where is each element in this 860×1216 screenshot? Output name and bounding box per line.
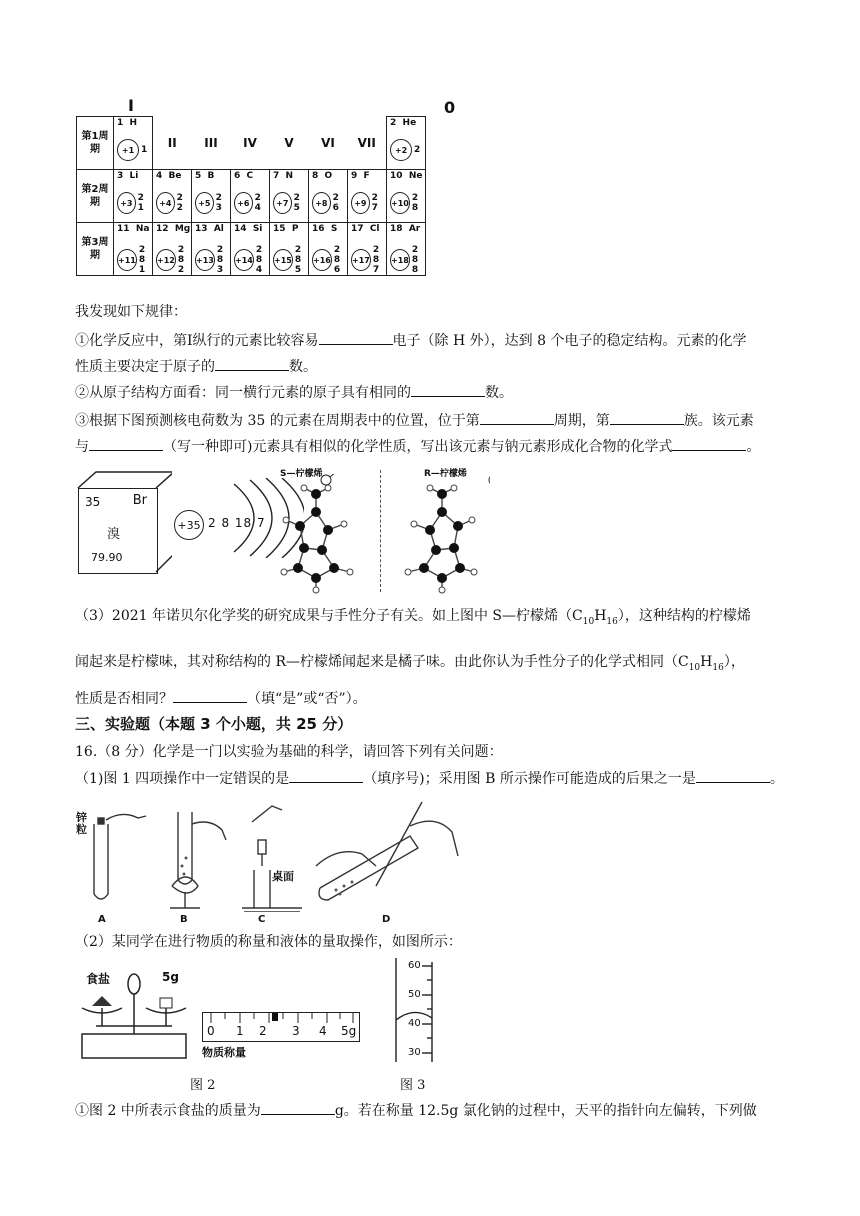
bromine-limonene-figure — [72, 466, 792, 596]
figure-1-lab-operations — [76, 796, 476, 928]
electron-shells: 1 — [141, 145, 148, 155]
question-16-3-line: ①图 2 中所表示食盐的质量为 g。若在称量 12.5g 氯化钠的过程中，天平的指针向左偏转，下列做 — [75, 1100, 757, 1121]
element-number-symbol — [114, 170, 152, 181]
nucleus: +17 — [351, 249, 371, 271]
element-cell — [309, 170, 348, 223]
figure-1-label-b: B — [180, 914, 188, 925]
nucleus: +3 — [117, 192, 136, 214]
element-number-symbol — [114, 117, 152, 128]
bromine-symbol: Br — [132, 493, 147, 508]
nucleus: +13 — [195, 249, 215, 271]
element-symbol: Cl — [369, 224, 380, 234]
atom-structure — [156, 245, 191, 275]
electron-shells: 2 5 — [293, 193, 301, 213]
element-symbol: S — [330, 224, 338, 234]
electron-shells: 2 8 3 — [216, 245, 224, 275]
element-cell — [231, 170, 270, 223]
element-symbol: He — [402, 118, 417, 128]
weight-label: 5g — [162, 970, 179, 984]
ruler-tick-2: 2 — [259, 1024, 267, 1038]
element-symbol: C — [246, 171, 254, 181]
element-number-symbol — [387, 223, 425, 234]
nucleus: +14 — [234, 249, 254, 271]
part-3-line-c: 性质是否相同？ （填“是”或“否”）。 — [75, 688, 367, 709]
atom-structure — [195, 245, 230, 275]
cylinder-tick-60: 60 — [408, 960, 421, 971]
electron-shells: 2 8 8 — [411, 245, 419, 275]
section-3-heading: 三、实验题（本题 3 个小题，共 25 分） — [75, 715, 353, 733]
period-row — [77, 117, 426, 170]
group-label: IV — [243, 135, 257, 150]
nucleus: +1 — [117, 139, 139, 161]
element-cell — [270, 223, 309, 276]
element-number-symbol — [153, 223, 191, 234]
element-number-symbol — [231, 170, 269, 181]
element-cell — [114, 117, 153, 170]
figure-2-balance — [76, 960, 366, 1068]
nucleus: +16 — [312, 249, 332, 271]
element-number-symbol — [192, 170, 230, 181]
bromine-mass: 79.90 — [91, 551, 123, 564]
element-number: 12 — [156, 224, 169, 234]
nucleus: +4 — [156, 192, 175, 214]
ruler-tick-4: 4 — [319, 1024, 327, 1038]
element-cell — [387, 170, 426, 223]
nucleus: +10 — [390, 192, 410, 214]
intro-line: 我发现如下规律： — [75, 304, 187, 320]
electron-shells: 2 2 — [176, 193, 184, 213]
question-1-line-b: 性质主要决定于原子的 数。 — [75, 356, 317, 377]
periodic-table — [76, 116, 426, 276]
element-number: 11 — [117, 224, 130, 234]
period-label: 第2周期 — [77, 170, 114, 223]
element-cell — [153, 170, 192, 223]
figure-2-caption: 图 2 — [190, 1078, 216, 1093]
cylinder-tick-40: 40 — [408, 1018, 421, 1029]
atom-structure — [390, 139, 421, 161]
nucleus: +18 — [390, 249, 410, 271]
element-cell — [192, 223, 231, 276]
lab-operations-drawing — [76, 796, 476, 912]
element-number-symbol — [348, 170, 386, 181]
element-number-symbol — [270, 170, 308, 181]
element-number-symbol — [153, 170, 191, 181]
ruler-label: 物质称量 — [202, 1046, 246, 1059]
ruler-tick-1: 1 — [236, 1024, 244, 1038]
element-symbol: Si — [252, 224, 263, 234]
electron-shells: 2 6 — [332, 193, 340, 213]
cylinder-tick-30: 30 — [408, 1047, 421, 1058]
electron-shells: 2 7 — [371, 193, 379, 213]
atom-structure — [312, 245, 347, 275]
period-label: 第1周期 — [77, 117, 114, 170]
electron-shells: 2 8 7 — [372, 245, 380, 275]
answer-blank[interactable] — [480, 410, 554, 425]
nucleus: +2 — [390, 139, 412, 161]
element-symbol: Mg — [174, 224, 191, 234]
element-number: 15 — [273, 224, 286, 234]
nucleus: +6 — [234, 192, 253, 214]
element-number: 7 — [273, 171, 280, 181]
element-symbol: B — [207, 171, 215, 181]
element-symbol: Ar — [408, 224, 421, 234]
element-number: 8 — [312, 171, 319, 181]
period-label: 第3周期 — [77, 223, 114, 276]
nucleus: +8 — [312, 192, 331, 214]
group-0-header: 0 — [444, 98, 456, 117]
element-number: 18 — [390, 224, 403, 234]
element-number: 13 — [195, 224, 208, 234]
element-number-symbol — [270, 223, 308, 234]
r-limonene-molecule — [390, 474, 490, 594]
atom-structure — [234, 192, 269, 214]
bromine-name: 溴 — [107, 527, 121, 542]
ruler-tick-3: 3 — [292, 1024, 300, 1038]
question-16-2-line: （2）某同学在进行物质的称量和液体的量取操作，如图所示： — [75, 934, 462, 950]
electron-shells: 2 8 5 — [294, 245, 302, 275]
bromine-atomic-number: 35 — [85, 495, 101, 509]
bromine-shells: 2 8 18 7 — [208, 516, 266, 530]
group-label: V — [284, 135, 294, 150]
answer-blank[interactable] — [411, 382, 485, 397]
figure-1-label-a: A — [98, 914, 106, 925]
desk-label: 桌面 — [272, 870, 294, 883]
element-number-symbol — [192, 223, 230, 234]
atom-structure — [390, 245, 425, 275]
element-number: 1 — [117, 118, 124, 128]
atom-structure — [117, 245, 152, 275]
period-row — [77, 223, 426, 276]
atom-structure — [273, 245, 308, 275]
zinc-label: 锌粒 — [76, 811, 87, 836]
ruler-tick-0: 0 — [207, 1024, 215, 1038]
question-3-line-a: ③根据下图预测核电荷数为 35 的元素在周期表中的位置，位于第 周期，第 族。该元素 — [75, 410, 754, 431]
element-number-symbol — [348, 223, 386, 234]
element-cell — [270, 170, 309, 223]
element-cell — [387, 223, 426, 276]
nucleus: +15 — [273, 249, 293, 271]
element-cell — [153, 223, 192, 276]
element-number: 9 — [351, 171, 358, 181]
atom-structure — [351, 245, 386, 275]
element-cell — [348, 223, 387, 276]
group-label: VII — [357, 135, 376, 150]
salt-label: 食盐 — [86, 972, 111, 986]
electron-shells: 2 8 6 — [333, 245, 341, 275]
atom-structure — [390, 192, 425, 214]
element-symbol: Na — [135, 224, 150, 234]
element-symbol: Ne — [408, 171, 423, 181]
element-cell — [114, 170, 153, 223]
bromine-element-card — [78, 488, 158, 574]
atom-structure — [195, 192, 230, 214]
r-limonene-label: R—柠檬烯 — [424, 469, 467, 479]
element-cell — [192, 170, 231, 223]
answer-blank[interactable] — [696, 768, 770, 783]
element-number-symbol — [309, 223, 347, 234]
electron-shells: 2 — [414, 145, 421, 155]
electron-shells: 2 8 2 — [177, 245, 185, 275]
group-label: VI — [321, 135, 335, 150]
s-limonene-molecule — [268, 474, 368, 594]
question-16-1-line: （1)图 1 四项操作中一定错误的是 （填序号)；采用图 B 所示操作可能造成的后果之一是 。 — [75, 768, 784, 789]
atom-structure — [351, 192, 386, 214]
electron-shells: 2 8 1 — [138, 245, 146, 275]
figure-1-label-d: D — [382, 914, 391, 925]
electron-shells: 2 4 — [254, 193, 262, 213]
element-cell — [348, 170, 387, 223]
element-number: 3 — [117, 171, 124, 181]
answer-blank[interactable] — [672, 436, 746, 451]
element-number: 4 — [156, 171, 163, 181]
element-symbol: Li — [129, 171, 139, 181]
element-cell — [387, 117, 426, 170]
group-label: II — [167, 135, 177, 150]
rider-ruler — [202, 1012, 360, 1042]
element-cell — [231, 223, 270, 276]
element-number-symbol — [231, 223, 269, 234]
element-number: 6 — [234, 171, 241, 181]
periodic-table-figure — [76, 96, 476, 292]
figure-1-label-c: C — [258, 914, 266, 925]
element-symbol: H — [129, 118, 138, 128]
answer-blank[interactable] — [319, 330, 393, 345]
element-number-symbol — [114, 223, 152, 234]
answer-blank[interactable] — [89, 436, 163, 451]
nucleus: +9 — [351, 192, 370, 214]
part-3-line-a: （3）2021 年诺贝尔化学奖的研究成果与手性分子有关。如上图中 S—柠檬烯$(C_{10}H_{16})$，这种结构的柠檬烯 — [75, 608, 751, 627]
element-number: 10 — [390, 171, 403, 181]
electron-shells: 2 8 — [411, 193, 419, 213]
electron-shells: 2 1 — [137, 193, 145, 213]
s-limonene-label: S—柠檬烯 — [280, 469, 323, 479]
figure-3-caption: 图 3 — [400, 1078, 426, 1093]
atom-structure — [117, 139, 148, 161]
answer-blank[interactable] — [173, 688, 247, 703]
ruler-ticks — [203, 1013, 359, 1041]
answer-blank[interactable] — [610, 410, 684, 425]
nucleus: +11 — [117, 249, 137, 271]
element-number-symbol — [387, 117, 425, 128]
cylinder-tick-50: 50 — [408, 989, 421, 1000]
element-number: 2 — [390, 118, 397, 128]
element-symbol: N — [285, 171, 294, 181]
nucleus: +12 — [156, 249, 176, 271]
atom-structure — [234, 245, 269, 275]
element-symbol: O — [324, 171, 333, 181]
nucleus: +5 — [195, 192, 214, 214]
question-16-line: 16.（8 分）化学是一门以实验为基础的科学，请回答下列有关问题： — [75, 744, 503, 760]
element-number: 5 — [195, 171, 202, 181]
group-i-header: I — [128, 96, 134, 115]
question-2-line: ②从原子结构方面看：同一横行元素的原子具有相同的 数。 — [75, 382, 513, 403]
element-symbol: Be — [168, 171, 182, 181]
electron-shells: 2 3 — [215, 193, 223, 213]
group-label: III — [204, 135, 218, 150]
ruler-tick-5g: 5g — [341, 1024, 357, 1038]
atom-structure — [117, 192, 152, 214]
element-number: 14 — [234, 224, 247, 234]
element-number-symbol — [387, 170, 425, 181]
nucleus: +7 — [273, 192, 292, 214]
period-row — [77, 170, 426, 223]
element-symbol: F — [363, 171, 370, 181]
atom-structure — [156, 192, 191, 214]
element-number: 17 — [351, 224, 364, 234]
part-3-line-b: 闻起来是柠檬味，其对称结构的 R—柠檬烯闻起来是橘子味。由此你认为手性分子的化学式相同$(C_{10}H_{16})$， — [75, 654, 745, 673]
element-symbol: P — [291, 224, 299, 234]
figure-3-cylinder — [392, 958, 442, 1064]
answer-blank[interactable] — [261, 1100, 335, 1115]
atom-structure — [312, 192, 347, 214]
element-cell — [309, 223, 348, 276]
element-symbol: Al — [213, 224, 224, 234]
mirror-plane-divider — [380, 470, 381, 592]
atom-structure — [273, 192, 308, 214]
question-3-line-b: 与 （写一种即可)元素具有相似的化学性质，写出该元素与钠元素形成化合物的化学式 。 — [75, 436, 760, 457]
balance-drawing — [76, 960, 196, 1068]
question-1-line-a: ①化学反应中，第Ⅰ纵行的元素比较容易 电子（除 H 外），达到 8 个电子的稳定结构。元素的化学 — [75, 330, 746, 351]
element-cell — [114, 223, 153, 276]
bromine-nucleus: +35 — [174, 510, 204, 540]
answer-blank[interactable] — [215, 356, 289, 371]
element-number: 16 — [312, 224, 325, 234]
element-number-symbol — [309, 170, 347, 181]
answer-blank[interactable] — [289, 768, 363, 783]
electron-shells: 2 8 4 — [255, 245, 263, 275]
